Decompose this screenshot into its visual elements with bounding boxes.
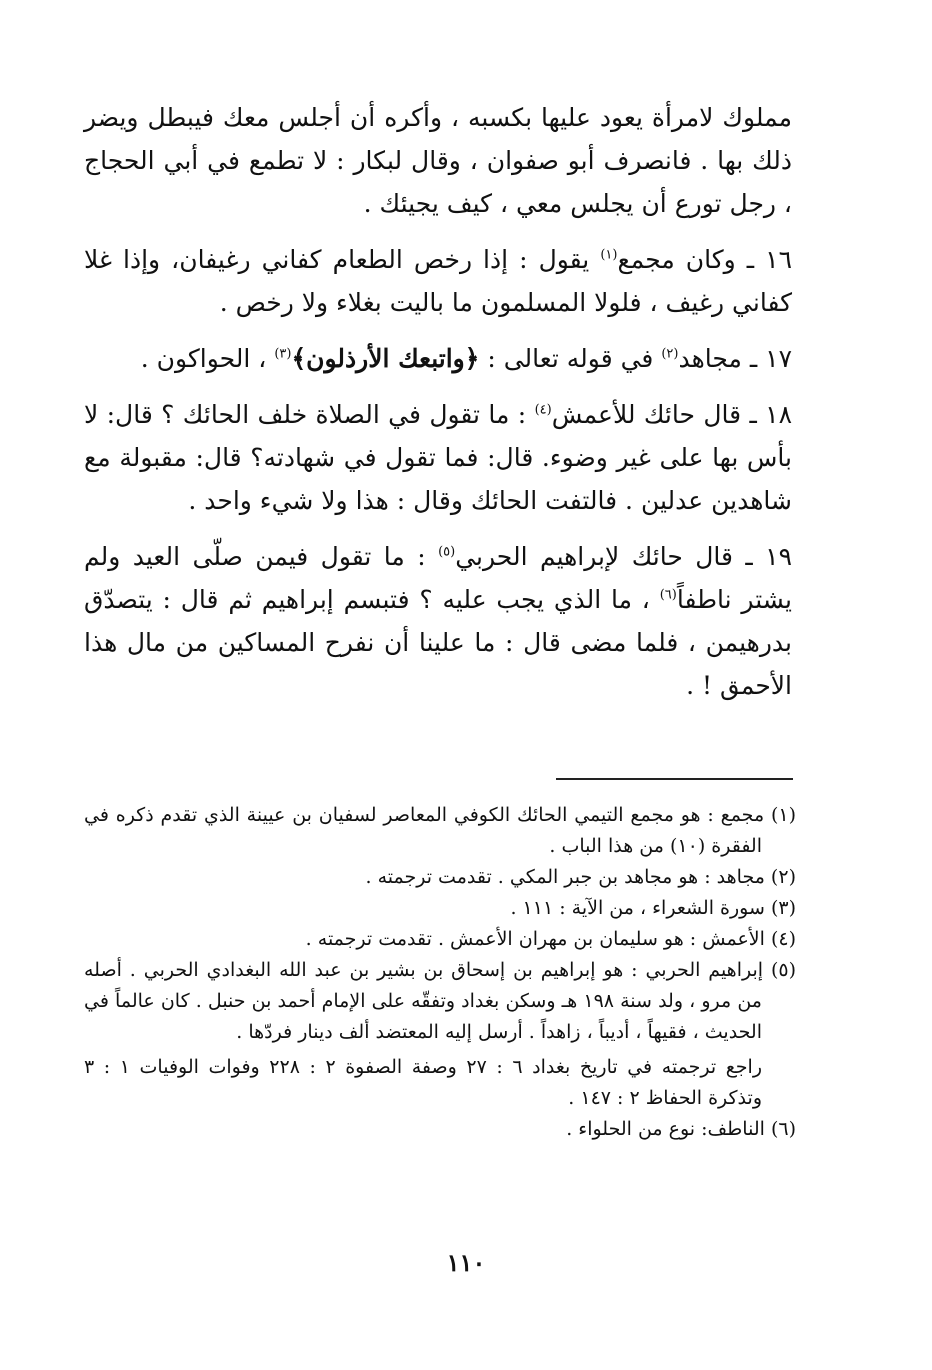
page-number: ١١٠ [446,1248,486,1277]
footnote-ref-2: (٢) [661,346,679,362]
footnote-ref-5: (٥) [438,544,456,560]
paragraph-17: ١٧ ـ مجاهد$^{(٢)}$ في قوله تعالى : ﴿واتبعك الأرذلون﴾$^{(٣)}$ ، الحواكون . [140,344,792,373]
paragraph-18: ١٨ ـ قال حائك للأعمش$^{(٤)}$ : ما تقول في الصلاة خلف الحائك ؟ قال: لا بأس بها على غير وضوء. قال: فما تقول في شهادته؟ قال: مقبولة مع شاهدين عدلين . فالتفت الحائك وقال : هذا ولا شيء واحد . [84,400,792,515]
footnote-ref-3: (٣) [274,346,292,362]
paragraph-16: ١٦ ـ وكان مجمع$^{(١)}$ يقول : إذا رخص الطعام كفاني رغيفان، وإذا غلا كفاني رغيف ، فلولا المسلمون ما باليت بغلاء ولا رخص . [84,245,792,317]
footnote-ref-1: (١) [600,247,618,263]
footnote-4: (٤) الأعمش : هو سليمان بن مهران الأعمش . تقدمت ترجمته . [305,928,796,950]
footnote-6: (٦) الناطف: نوع من الحلواء . [566,1118,796,1140]
footnote-1: (١) مجمع : هو مجمع التيمي الحائك الكوفي المعاصر لسفيان بن عيينة الذي تقدم ذكره في الفقرة (١٠) من هذا الباب . [84,804,796,857]
paragraph-19: ١٩ ـ قال حائك لإبراهيم الحربي$^{(٥)}$ : ما تقول فيمن صلّى العيد ولم يشتر ناطفاً$^{(٦)}$ ، ما الذي يجب عليه ؟ فتبسم إبراهيم ثم قال : يتصدّق بدرهيمن ، فلما مضى قال : ما علينا أن نفرح المساكين من مال هذا الأحمق ! . [84,542,793,700]
footnote-separator [556,778,793,780]
quran-quote: ﴿واتبعك الأرذلون﴾ [291,344,480,373]
footnote-2: (٢) مجاهد : هو مجاهد بن جبر المكي . تقدمت ترجمته . [365,866,796,888]
footnotes [84,800,796,1145]
footnote-5: (٥) إبراهيم الحربي : هو إبراهيم بن إسحاق بن بشير بن عبد الله البغدادي الحربي . أصله من مرو ، ولد سنة ١٩٨ هـ وسكن بغداد وتفقّه على الإمام أحمد بن حنبل . كان عالماً في الحديث ، فقيهاً ، أديباً ، زاهداً . أرسل إليه المعتضد ألف دينار فردّها . [84,959,796,1043]
footnote-3: (٣) سورة الشعراء ، من الآية : ١١١ . [510,897,796,919]
footnote-ref-4: (٤) [534,402,552,418]
footnote-ref-6: (٦) [659,587,677,603]
paragraph-continuation: مملوك لامرأة يعود عليها بكسبه ، وأكره أن أجلس معك فيبطل ويضر ذلك بها . فانصرف أبو صفوان ، وقال لبكار : لا تطمع في أبي الحجاج ، رجل تورع أن يجلس معي ، كيف يجيئك . [84,103,792,218]
footnote-5-references: راجع ترجمته في تاريخ بغداد ٦ : ٢٧ وصفة الصفوة ٢ : ٢٢٨ وفوات الوفيات ١ : ٣ وتذكرة الحفاظ ٢ : ١٤٧ . [84,1056,763,1109]
main-text [84,96,792,720]
